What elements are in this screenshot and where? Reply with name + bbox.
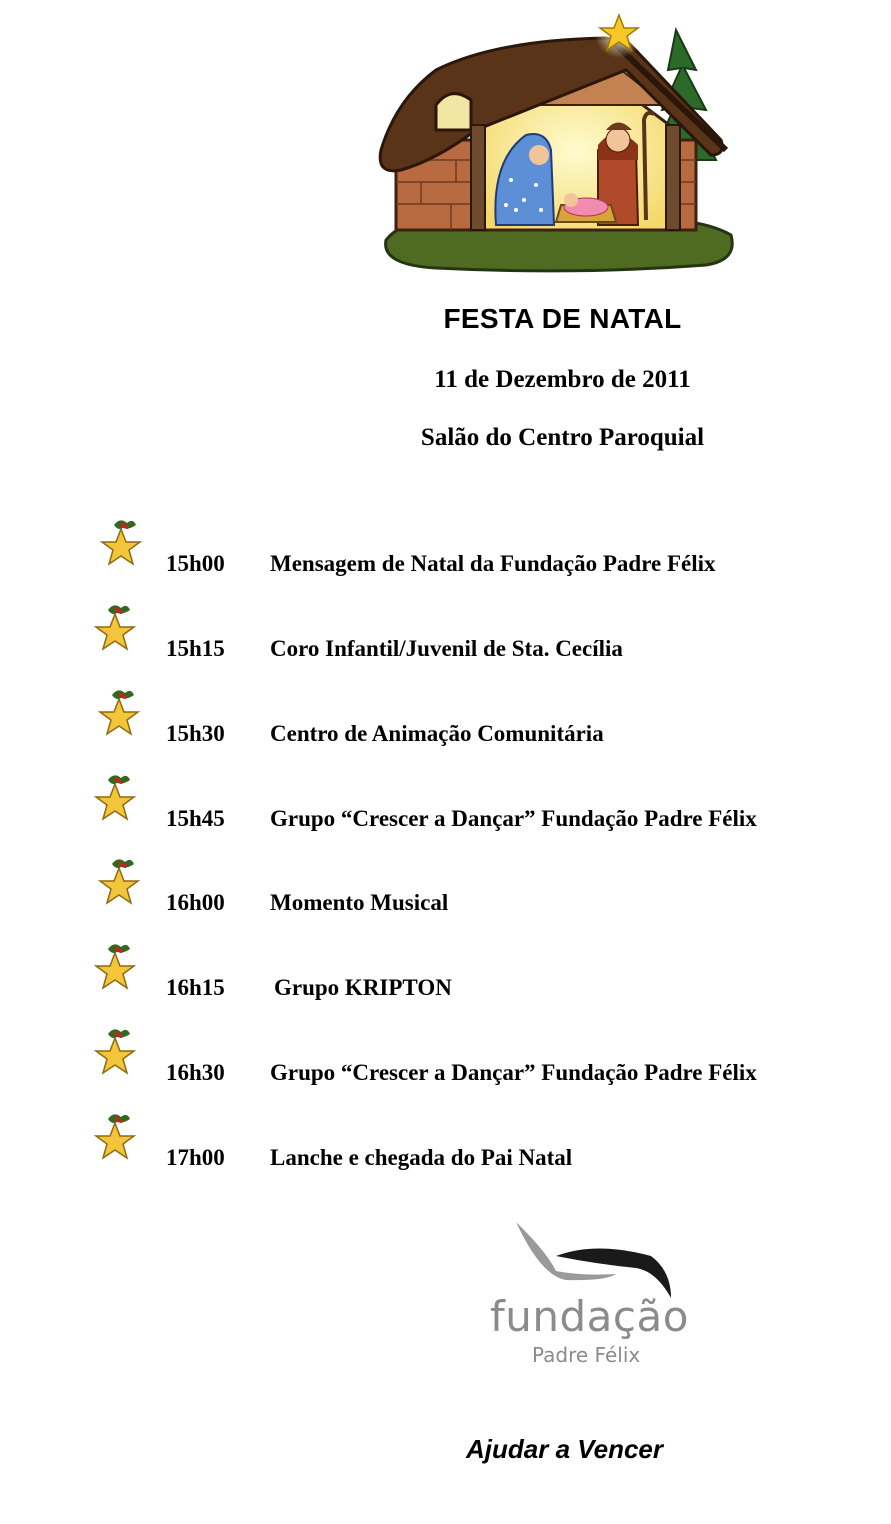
program-time: 17h00 (166, 1145, 225, 1170)
event-title: FESTA DE NATAL (443, 303, 682, 334)
program-time: 16h15 (166, 975, 225, 1000)
program-item (0, 939, 891, 999)
program-description: Grupo “Crescer a Dançar” Fundação Padre Félix (270, 1060, 757, 1085)
program-description: Momento Musical (270, 890, 449, 915)
program-description: Grupo “Crescer a Dançar” Fundação Padre Félix (270, 806, 757, 831)
christmas-star-icon (90, 770, 148, 828)
program-description: Lanche e chegada do Pai Natal (270, 1145, 573, 1170)
christmas-star-icon (90, 939, 148, 997)
christmas-star-icon (94, 685, 152, 743)
logo-subname: Padre Félix (532, 1343, 641, 1367)
program-item (0, 600, 891, 660)
christmas-star-icon (96, 515, 154, 573)
program-item (0, 685, 891, 745)
program-item (0, 854, 891, 914)
christmas-star-icon (90, 600, 148, 658)
event-place: Salão do Centro Paroquial (420, 424, 705, 451)
program-time: 15h00 (166, 551, 225, 576)
logo-name: fundação (490, 1292, 689, 1341)
program-time: 16h00 (166, 890, 225, 915)
christmas-star-icon (90, 1109, 148, 1167)
christmas-star-icon (94, 854, 152, 912)
program-item (0, 1024, 891, 1084)
slogan: Ajudar a Vencer (466, 1434, 664, 1464)
program-time: 15h45 (166, 806, 225, 831)
program-description: Mensagem de Natal da Fundação Padre Félix (270, 551, 716, 576)
christmas-star-icon (90, 1024, 148, 1082)
program-description: Coro Infantil/Juvenil de Sta. Cecília (270, 636, 623, 661)
program-item (0, 770, 891, 830)
program-description: Grupo KRIPTON (274, 975, 452, 1000)
event-date: 11 de Dezembro de 2011 (434, 366, 691, 393)
program-time: 15h15 (166, 636, 225, 661)
program-item (0, 515, 891, 575)
program-description: Centro de Animação Comunitária (270, 721, 604, 746)
program-time: 16h30 (166, 1060, 225, 1085)
nativity-scene-icon (376, 10, 746, 275)
program-time: 15h30 (166, 721, 225, 746)
program-item (0, 1109, 891, 1169)
